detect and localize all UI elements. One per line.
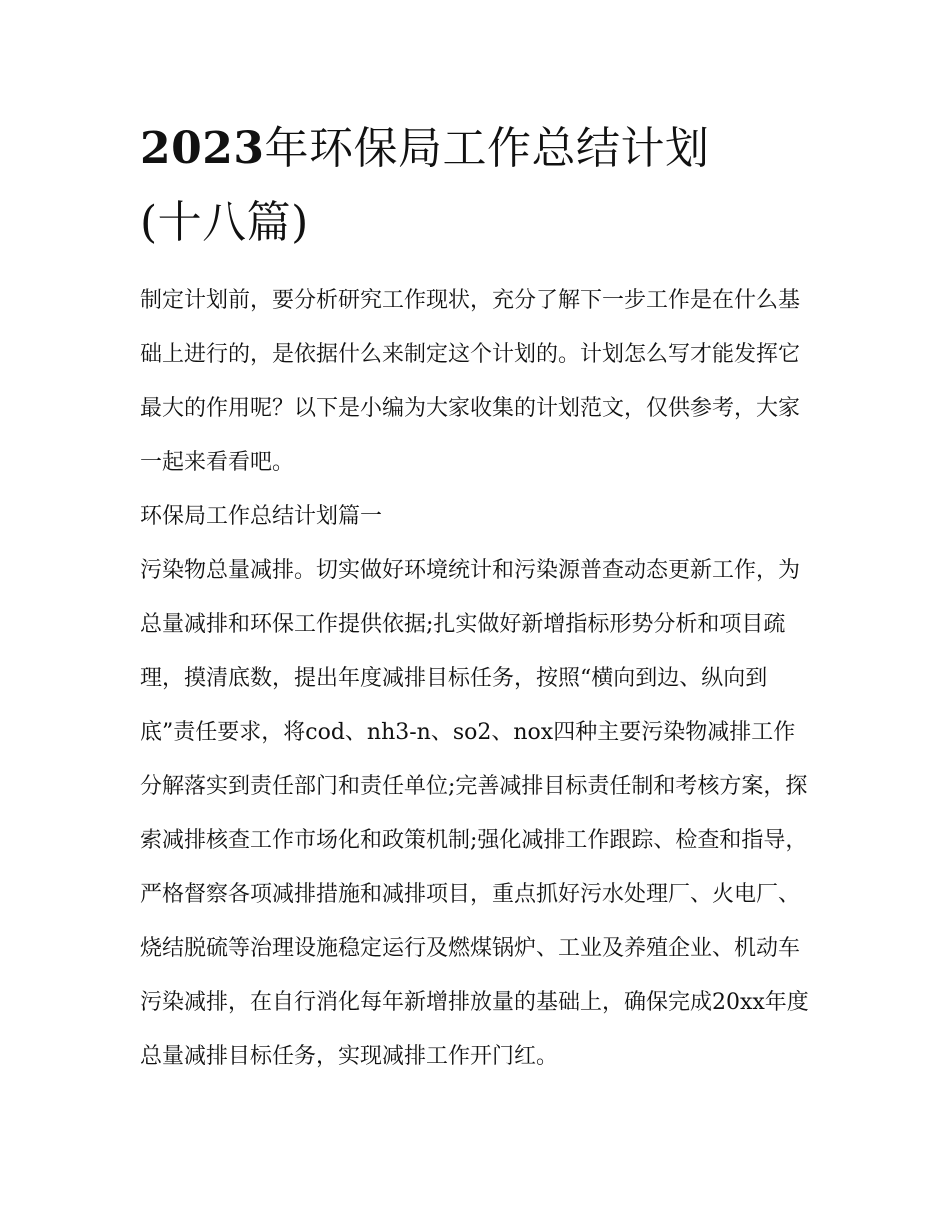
title-year: 2023 [140, 123, 265, 174]
document-title [140, 112, 820, 260]
section-heading: 环保局工作总结计划篇一 [140, 504, 383, 529]
intro-paragraph: 制定计划前，要分析研究工作现状，充分了解下一步工作是在什么基础上进行的，是依据什么来制定这个计划的。计划怎么写才能发挥它最大的作用呢？以下是小编为大家收集的计划范文，仅供参考，大家一起来看看吧。 [140, 288, 801, 475]
section-paragraph: 污染物总量减排。切实做好环境统计和污染源普查动态更新工作，为总量减排和环保工作提供依据;扎实做好新增指标形势分析和项目疏理，摸清底数，提出年度减排目标任务，按照“横向到边、纵向到底”责任要求，将cod、nh3-n、so2、nox四种主要污染物减排工作分解落实到责任部门和责任单位;完善减排目标责任制和考核方案，探索减排核查工作市场化和政策机制;强化减排工作跟踪、检查和指导，严格督察各项减排措施和减排项目，重点抓好污水处理厂、火电厂、烧结脱硫等治理设施稳定运行及燃煤锅炉、工业及养殖企业、机动车污染减排，在自行消化每年新增排放量的基础上，确保完成20xx年度总量减排目标任务，实现减排工作开门红。 [140, 558, 809, 1069]
title-line1-text: 年环保局工作总结计划 [264, 123, 710, 174]
title-line2-text: (十八篇) [140, 197, 309, 248]
